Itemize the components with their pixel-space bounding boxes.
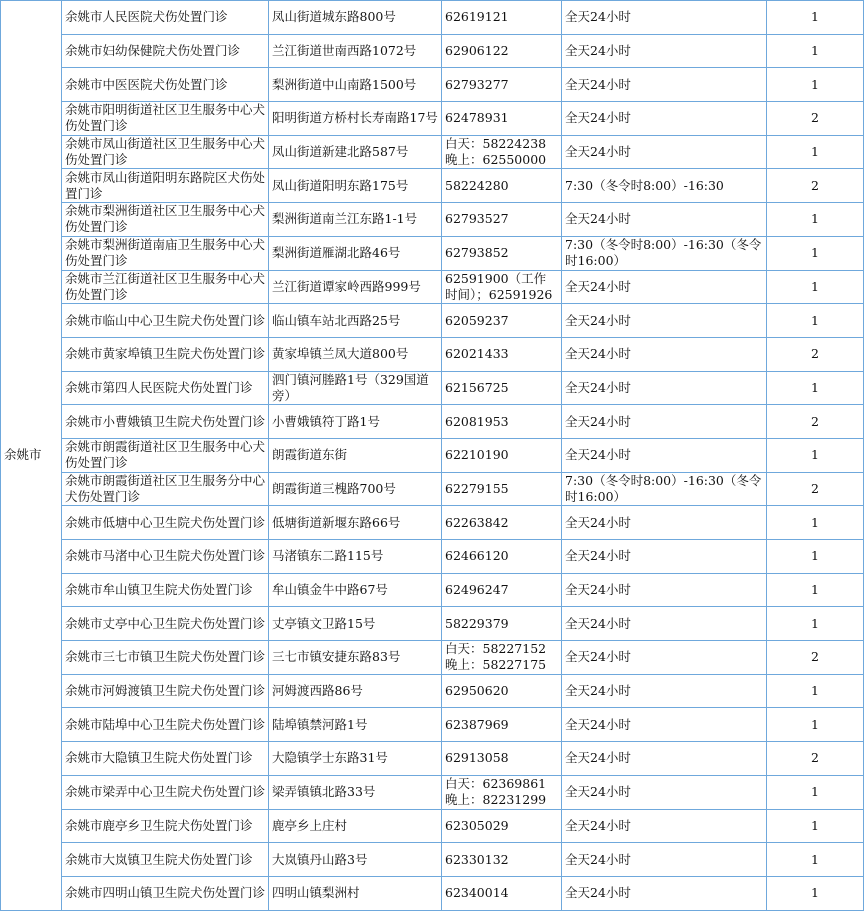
count-cell: 1 [767, 68, 864, 102]
phone-cell: 白天：58224238 晚上：62550000 [442, 135, 562, 169]
clinic-name-cell: 余姚市鹿亭乡卫生院犬伤处置门诊 [62, 809, 269, 843]
phone-cell: 62793277 [442, 68, 562, 102]
count-cell: 1 [767, 573, 864, 607]
address-cell: 牟山镇金牛中路67号 [269, 573, 442, 607]
address-cell: 凤山街道城东路800号 [269, 1, 442, 35]
hours-cell: 全天24小时 [562, 540, 767, 574]
count-cell: 2 [767, 405, 864, 439]
count-cell: 2 [767, 169, 864, 203]
clinic-name-cell: 余姚市阳明街道社区卫生服务中心犬伤处置门诊 [62, 102, 269, 136]
phone-cell: 62913058 [442, 742, 562, 776]
table-row [1, 371, 864, 405]
table-row [1, 809, 864, 843]
clinic-name-cell: 余姚市梨洲街道南庙卫生服务中心犬伤处置门诊 [62, 236, 269, 270]
phone-cell: 58229379 [442, 607, 562, 641]
count-cell: 1 [767, 371, 864, 405]
address-cell: 临山镇车站北西路25号 [269, 304, 442, 338]
clinic-name-cell: 余姚市河姆渡镇卫生院犬伤处置门诊 [62, 674, 269, 708]
clinic-name-cell: 余姚市马渚中心卫生院犬伤处置门诊 [62, 540, 269, 574]
count-cell: 1 [767, 135, 864, 169]
hours-cell: 全天24小时 [562, 371, 767, 405]
hours-cell: 全天24小时 [562, 708, 767, 742]
phone-cell: 62156725 [442, 371, 562, 405]
hours-cell: 全天24小时 [562, 742, 767, 776]
address-cell: 朗霞街道三槐路700号 [269, 472, 442, 506]
count-cell: 1 [767, 236, 864, 270]
hours-cell: 全天24小时 [562, 135, 767, 169]
count-cell: 1 [767, 674, 864, 708]
address-cell: 小曹娥镇符丁路1号 [269, 405, 442, 439]
phone-cell: 62906122 [442, 34, 562, 68]
count-cell: 2 [767, 472, 864, 506]
phone-cell: 62387969 [442, 708, 562, 742]
address-cell: 大隐镇学士东路31号 [269, 742, 442, 776]
table-row [1, 270, 864, 304]
phone-cell: 62793527 [442, 203, 562, 237]
address-cell: 黄家埠镇兰凤大道800号 [269, 337, 442, 371]
clinic-name-cell: 余姚市小曹娥镇卫生院犬伤处置门诊 [62, 405, 269, 439]
hours-cell: 全天24小时 [562, 337, 767, 371]
address-cell: 丈亭镇文卫路15号 [269, 607, 442, 641]
table-row [1, 674, 864, 708]
address-cell: 陆埠镇禁河路1号 [269, 708, 442, 742]
count-cell: 2 [767, 102, 864, 136]
count-cell: 1 [767, 270, 864, 304]
address-cell: 三七市镇安捷东路83号 [269, 641, 442, 675]
address-cell: 大岚镇丹山路3号 [269, 843, 442, 877]
count-cell: 1 [767, 203, 864, 237]
table-row [1, 203, 864, 237]
hours-cell: 全天24小时 [562, 34, 767, 68]
table-row [1, 775, 864, 809]
count-cell: 1 [767, 1, 864, 35]
hours-cell: 全天24小时 [562, 674, 767, 708]
clinic-name-cell: 余姚市丈亭中心卫生院犬伤处置门诊 [62, 607, 269, 641]
table-row [1, 843, 864, 877]
hours-cell: 全天24小时 [562, 607, 767, 641]
clinic-name-cell: 余姚市陆埠中心卫生院犬伤处置门诊 [62, 708, 269, 742]
hours-cell: 7:30（冬令时8:00）-16:30（冬令时16:00） [562, 472, 767, 506]
hours-cell: 全天24小时 [562, 1, 767, 35]
clinic-name-cell: 余姚市朗霞街道社区卫生服务中心犬伤处置门诊 [62, 438, 269, 472]
hours-cell: 7:30（冬令时8:00）-16:30 [562, 169, 767, 203]
count-cell: 1 [767, 438, 864, 472]
table-row [1, 34, 864, 68]
table-row [1, 540, 864, 574]
address-cell: 梨洲街道中山南路1500号 [269, 68, 442, 102]
phone-cell: 白天：58227152 晚上：58227175 [442, 641, 562, 675]
table-row [1, 472, 864, 506]
count-cell: 1 [767, 809, 864, 843]
phone-cell: 62279155 [442, 472, 562, 506]
clinic-name-cell: 余姚市黄家埠镇卫生院犬伤处置门诊 [62, 337, 269, 371]
clinic-name-cell: 余姚市梁弄中心卫生院犬伤处置门诊 [62, 775, 269, 809]
clinic-name-cell: 余姚市凤山街道阳明东路院区犬伤处置门诊 [62, 169, 269, 203]
clinic-name-cell: 余姚市凤山街道社区卫生服务中心犬伤处置门诊 [62, 135, 269, 169]
phone-cell: 62591900（工作时间）；62591926 [442, 270, 562, 304]
phone-cell: 62793852 [442, 236, 562, 270]
count-cell: 1 [767, 775, 864, 809]
phone-cell: 62478931 [442, 102, 562, 136]
clinic-name-cell: 余姚市兰江街道社区卫生服务中心犬伤处置门诊 [62, 270, 269, 304]
table-row [1, 135, 864, 169]
clinic-name-cell: 余姚市大隐镇卫生院犬伤处置门诊 [62, 742, 269, 776]
table-row [1, 169, 864, 203]
address-cell: 阳明街道方桥村长寿南路17号 [269, 102, 442, 136]
hours-cell: 全天24小时 [562, 641, 767, 675]
clinic-name-cell: 余姚市三七市镇卫生院犬伤处置门诊 [62, 641, 269, 675]
table-row [1, 708, 864, 742]
hours-cell: 全天24小时 [562, 203, 767, 237]
count-cell: 1 [767, 540, 864, 574]
hours-cell: 全天24小时 [562, 775, 767, 809]
table-row [1, 506, 864, 540]
phone-cell: 62210190 [442, 438, 562, 472]
phone-cell: 62619121 [442, 1, 562, 35]
address-cell: 兰江街道谭家岭西路999号 [269, 270, 442, 304]
count-cell: 1 [767, 708, 864, 742]
count-cell: 1 [767, 843, 864, 877]
address-cell: 兰江街道世南西路1072号 [269, 34, 442, 68]
hours-cell: 全天24小时 [562, 843, 767, 877]
city-cell: 余姚市 [1, 1, 62, 911]
clinic-name-cell: 余姚市第四人民医院犬伤处置门诊 [62, 371, 269, 405]
hours-cell: 全天24小时 [562, 438, 767, 472]
hours-cell: 7:30（冬令时8:00）-16:30（冬令时16:00） [562, 236, 767, 270]
table-row [1, 337, 864, 371]
table-row [1, 102, 864, 136]
clinic-name-cell: 余姚市牟山镇卫生院犬伤处置门诊 [62, 573, 269, 607]
clinic-name-cell: 余姚市朗霞街道社区卫生服务分中心犬伤处置门诊 [62, 472, 269, 506]
count-cell: 2 [767, 742, 864, 776]
hours-cell: 全天24小时 [562, 876, 767, 910]
phone-cell: 62081953 [442, 405, 562, 439]
phone-cell: 62330132 [442, 843, 562, 877]
table-row [1, 405, 864, 439]
phone-cell: 62021433 [442, 337, 562, 371]
table-row [1, 236, 864, 270]
phone-cell: 62496247 [442, 573, 562, 607]
address-cell: 梨洲街道南兰江东路1-1号 [269, 203, 442, 237]
table-row [1, 304, 864, 338]
hours-cell: 全天24小时 [562, 506, 767, 540]
clinic-name-cell: 余姚市人民医院犬伤处置门诊 [62, 1, 269, 35]
hours-cell: 全天24小时 [562, 405, 767, 439]
clinic-name-cell: 余姚市大岚镇卫生院犬伤处置门诊 [62, 843, 269, 877]
count-cell: 2 [767, 641, 864, 675]
phone-cell: 62059237 [442, 304, 562, 338]
clinic-name-cell: 余姚市妇幼保健院犬伤处置门诊 [62, 34, 269, 68]
clinic-table-body [1, 1, 864, 911]
address-cell: 凤山街道阳明东路175号 [269, 169, 442, 203]
table-row [1, 876, 864, 910]
hours-cell: 全天24小时 [562, 573, 767, 607]
phone-cell: 62466120 [442, 540, 562, 574]
hours-cell: 全天24小时 [562, 809, 767, 843]
count-cell: 1 [767, 34, 864, 68]
clinic-name-cell: 余姚市梨洲街道社区卫生服务中心犬伤处置门诊 [62, 203, 269, 237]
phone-cell: 62340014 [442, 876, 562, 910]
clinic-name-cell: 余姚市低塘中心卫生院犬伤处置门诊 [62, 506, 269, 540]
clinic-name-cell: 余姚市四明山镇卫生院犬伤处置门诊 [62, 876, 269, 910]
table-row [1, 573, 864, 607]
hours-cell: 全天24小时 [562, 304, 767, 338]
address-cell: 凤山街道新建北路587号 [269, 135, 442, 169]
address-cell: 河姆渡西路86号 [269, 674, 442, 708]
count-cell: 1 [767, 607, 864, 641]
count-cell: 2 [767, 337, 864, 371]
clinic-name-cell: 余姚市中医医院犬伤处置门诊 [62, 68, 269, 102]
clinic-name-cell: 余姚市临山中心卫生院犬伤处置门诊 [62, 304, 269, 338]
phone-cell: 62950620 [442, 674, 562, 708]
table-row [1, 1, 864, 35]
address-cell: 朗霞街道东街 [269, 438, 442, 472]
phone-cell: 62263842 [442, 506, 562, 540]
phone-cell: 白天：62369861 晚上：82231299 [442, 775, 562, 809]
table-row [1, 641, 864, 675]
address-cell: 低塘街道新堰东路66号 [269, 506, 442, 540]
address-cell: 四明山镇梨洲村 [269, 876, 442, 910]
table-row [1, 438, 864, 472]
address-cell: 梁弄镇镇北路33号 [269, 775, 442, 809]
count-cell: 1 [767, 506, 864, 540]
address-cell: 鹿亭乡上庄村 [269, 809, 442, 843]
address-cell: 马渚镇东二路115号 [269, 540, 442, 574]
count-cell: 1 [767, 876, 864, 910]
hours-cell: 全天24小时 [562, 270, 767, 304]
address-cell: 泗门镇河塍路1号（329国道旁） [269, 371, 442, 405]
table-row [1, 607, 864, 641]
table-row [1, 742, 864, 776]
phone-cell: 62305029 [442, 809, 562, 843]
hours-cell: 全天24小时 [562, 102, 767, 136]
phone-cell: 58224280 [442, 169, 562, 203]
count-cell: 1 [767, 304, 864, 338]
hours-cell: 全天24小时 [562, 68, 767, 102]
address-cell: 梨洲街道雁湖北路46号 [269, 236, 442, 270]
table-row [1, 68, 864, 102]
